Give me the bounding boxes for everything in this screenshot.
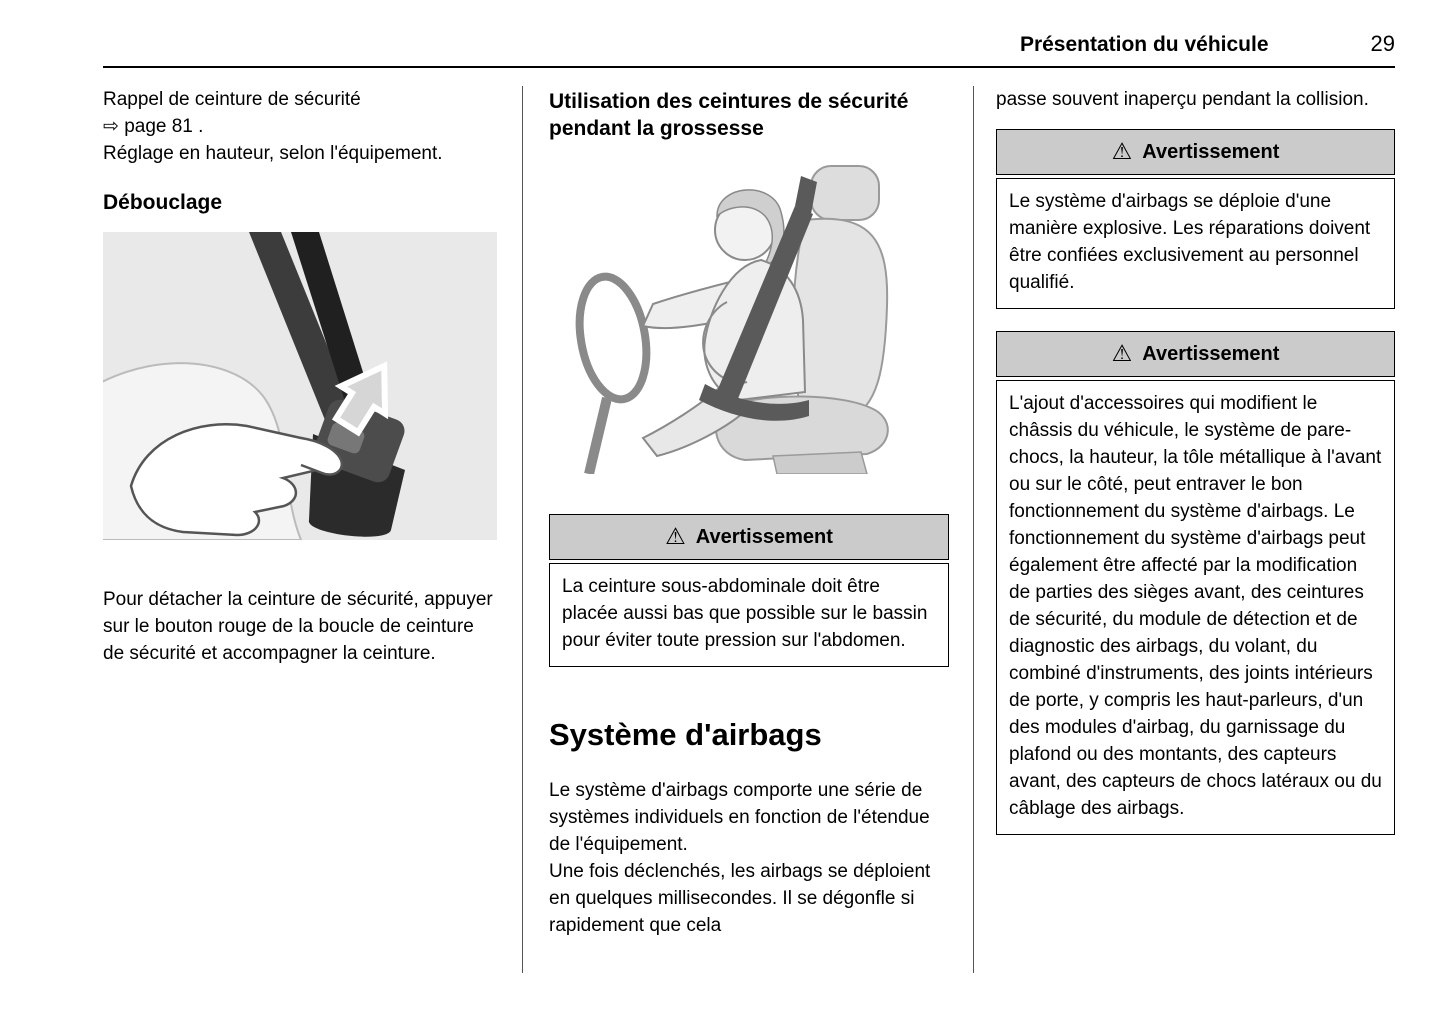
text-line: Rappel de ceinture de sécurité [103,89,361,110]
intro-paragraph [103,86,497,167]
heading-debouclage: Débouclage [103,191,223,214]
page-reference-link[interactable]: ⇨ page 81 . [103,116,204,137]
warning-text: La ceinture sous-abdominale doit être placée aussi bas que possible sur le bassin pour éviter toute pression sur l'abdomen. [549,563,949,667]
warning-text: L'ajout d'accessoires qui modifient le châssis du véhicule, le système de pare-chocs, la hauteur, la tôle métallique à l'avant ou sur le côté, peut entraver le bon fonctionnement du système d'airbags. Le fonctionnement du système d'airbags peut également être affecté par la modification de parties des sièges avant, des ceintures de sécurité, du module de détection et de diagnostic des airbags, du volant, du combiné d'instruments, des joints intérieurs de porte, y compris les haut-parleurs, d'un des modules d'airbag, du garnissage du plafond ou des montants, des capteurs avant, des capteurs de chocs latéraux ou du câblage des airbags. [996,380,1395,835]
airbag-paragraph-2: Une fois déclenchés, les airbags se déploient en quelques millisecondes. Il se dégonfle si rapidement que cela [549,861,931,936]
collision-paragraph: passe souvent inaperçu pendant la collision. [996,89,1369,110]
warning-header [549,514,949,560]
heading-pregnancy: Utilisation des ceintures de sécurité pendant la grossesse [549,90,909,140]
airbag-paragraph-1: Le système d'airbags comporte une série de systèmes individuels en fonction de l'étendue de l'équipement. [549,780,930,855]
column-divider [973,86,974,973]
warning-icon: ⚠ [1111,137,1133,164]
page-number: 29 [1370,31,1395,56]
text-line: Réglage en hauteur, selon l'équipement. [103,143,443,164]
warning-header [996,331,1395,377]
column-right [996,86,1395,973]
pregnancy-seatbelt-illustration [549,154,949,474]
heading-airbag-system: Système d'airbags [549,717,822,752]
buckle-illustration-graphic [103,232,497,540]
unbuckle-paragraph: Pour détacher la ceinture de sécurité, appuyer sur le bouton rouge de la boucle de ceinture de sécurité et accompagner la ceinture. [103,589,493,664]
warning-text: Le système d'airbags se déploie d'une manière explosive. Les réparations doivent être confiées exclusivement au personnel qualifié. [996,178,1395,309]
column-divider [522,86,523,973]
warning-box-lap-belt [549,514,949,667]
buckle-release-illustration [103,232,497,540]
column-left [103,86,497,973]
warning-title: Avertissement [695,525,833,548]
chapter-title: Présentation du véhicule [1019,33,1269,56]
warning-box-explosive-deployment [996,129,1395,309]
warning-title: Avertissement [1142,342,1280,365]
content-columns [103,86,1395,973]
warning-icon: ⚠ [665,522,686,549]
warning-icon: ⚠ [1111,339,1133,366]
warning-box-accessories [996,331,1395,835]
warning-header [996,129,1395,175]
page-header [103,0,1395,68]
pregnancy-illustration-graphic [549,154,949,474]
warning-title: Avertissement [1142,140,1280,163]
column-middle [549,86,949,973]
